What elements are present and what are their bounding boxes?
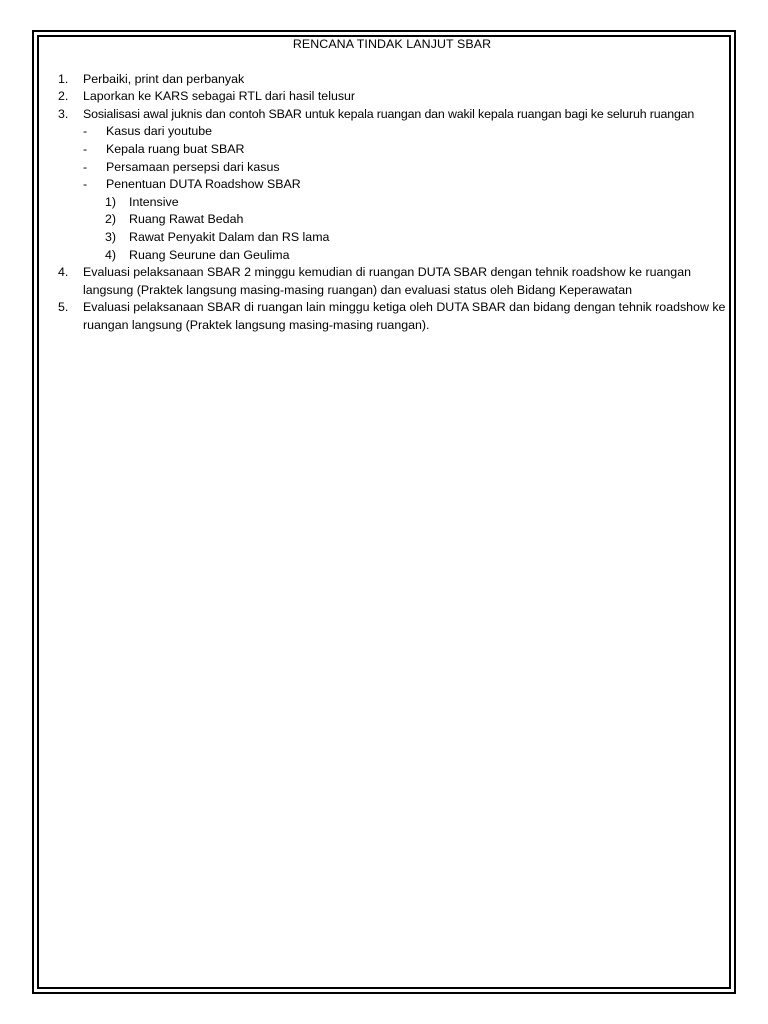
list-item bbox=[58, 71, 726, 89]
list-item-number: 1. bbox=[58, 71, 69, 86]
list-item-number: 3. bbox=[58, 106, 69, 121]
duta-room-text: Rawat Penyakit Dalam dan RS lama bbox=[129, 229, 330, 244]
sub-list-text: Persamaan persepsi dari kasus bbox=[106, 159, 280, 174]
sub-list-item bbox=[58, 176, 726, 194]
duta-room-number: 2) bbox=[105, 212, 117, 227]
duta-room-item bbox=[58, 247, 726, 265]
sub-list-marker: - bbox=[83, 159, 88, 174]
list-item bbox=[58, 106, 726, 124]
document-body bbox=[58, 36, 726, 335]
list-item-text: Laporkan ke KARS sebagai RTL dari hasil telusur bbox=[83, 89, 356, 104]
duta-room-text: Ruang Rawat Bedah bbox=[129, 212, 244, 227]
document-title: RENCANA TINDAK LANJUT SBAR bbox=[292, 37, 492, 51]
list-item-number: 5. bbox=[58, 300, 69, 315]
duta-room-item bbox=[58, 211, 726, 229]
list-item-text: Perbaiki, print dan perbanyak bbox=[83, 71, 245, 86]
duta-room-text: Intensive bbox=[129, 194, 179, 209]
sub-list-item bbox=[58, 141, 726, 159]
sub-list-marker: - bbox=[83, 177, 88, 192]
duta-room-number: 4) bbox=[105, 247, 117, 262]
list-item-number: 2. bbox=[58, 89, 69, 104]
list-item-text: Sosialisasi awal juknis dan contoh SBAR untuk kepala ruangan dan wakil kepala ruangan bagi ke seluruh ruangan bbox=[83, 106, 695, 121]
list-item-text: Evaluasi pelaksanaan SBAR 2 minggu kemudian di ruangan DUTA SBAR dengan tehnik roadshow ke ruangan langsung (Praktek langsung masing-masing ruangan) dan evaluasi status oleh Bidang Keperawatan bbox=[83, 265, 691, 297]
sub-list-marker: - bbox=[83, 141, 88, 156]
list-item bbox=[58, 299, 726, 334]
duta-room-number: 3) bbox=[105, 229, 117, 244]
list-item-text: Evaluasi pelaksanaan SBAR di ruangan lain minggu ketiga oleh DUTA SBAR dan bidang dengan tehnik roadshow ke ruangan langsung (Praktek langsung masing-masing ruangan). bbox=[83, 300, 726, 332]
duta-room-number: 1) bbox=[105, 194, 117, 209]
list-item bbox=[58, 88, 726, 106]
list-item bbox=[58, 264, 726, 299]
sub-list-item bbox=[58, 123, 726, 141]
sub-list-text: Kasus dari youtube bbox=[106, 124, 213, 139]
sub-list-item bbox=[58, 159, 726, 177]
duta-room-item bbox=[58, 229, 726, 247]
list-item-number: 4. bbox=[58, 265, 69, 280]
sub-list-marker: - bbox=[83, 124, 88, 139]
sub-list-text: Kepala ruang buat SBAR bbox=[106, 141, 245, 156]
sub-list-text: Penentuan DUTA Roadshow SBAR bbox=[106, 177, 301, 192]
duta-room-text: Ruang Seurune dan Geulima bbox=[129, 247, 290, 262]
duta-room-item bbox=[58, 194, 726, 212]
